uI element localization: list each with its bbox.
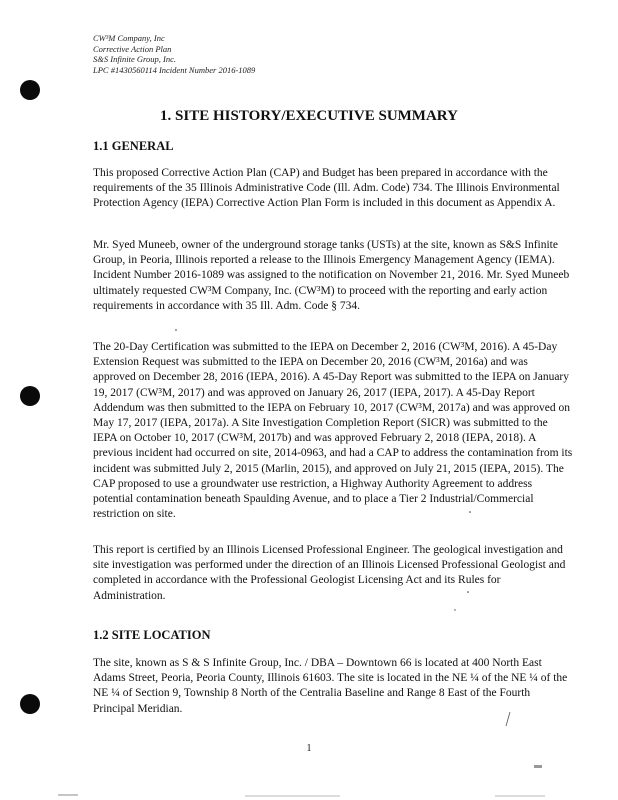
general-paragraph-2: Mr. Syed Muneeb, owner of the underground storage tanks (USTs) at the site, known as S&S Infinite Group, in Peoria, Illinois reported a release to the Illinois Emergency Management Agency (IEMA). Incident Number 2016-1089 was assigned to the notification on November 21, 2016. Mr. Syed Muneeb ultimately requested CW³M Company, Inc. (CW³M) to proceed with the reporting and early action requirements in accordance with 35 Ill. Adm. Code § 734. bbox=[93, 239, 570, 312]
heading-site-location: 1.2 SITE LOCATION bbox=[93, 628, 211, 642]
site-location-paragraph: The site, known as S & S Infinite Group, Inc. / DBA – Downtown 66 is located at 400 North East Adams Street, Peoria, Peoria County, Illinois 61603. The site is located in the NE ¼ of the NE ¼ of the NE ¼ of Section 9, Township 8 North of the Centralia Baseline and Range 8 East of the Fourth Principal Meridian. bbox=[93, 657, 568, 715]
general-paragraph-3: The 20-Day Certification was submitted to the IEPA on December 2, 2016 (CW³M, 2016). A 45-Day Extension Request was submitted to the IEPA on December 20, 2016 (CW³M, 2016a) and was approved on December 28, 2016 (IEPA, 2016). A 45-Day Report was submitted to the IEPA on January 19, 2017 (CW³M, 2017) and was approved on January 26, 2017 (IEPA, 2017). A 45-Day Report Addendum was then submitted to the IEPA on February 10, 2017 (CW³M, 2017a) and was approved on May 17, 2017 (IEPA, 2017a). A Site Investigation Completion Report (SICR) was submitted to the IEPA on October 10, 2017 (CW³M, 2017b) and was approved February 2, 2018 (IEPA, 2018). A previous incident had occurred on site, 2014-0963, and had a CAP to address the contamination from its incident was submitted July 2, 2015 (Marlin, 2015), and approved on July 21, 2015 (IEPA, 2015). The CAP proposed to use a groundwater use restriction, a Highway Authority Agreement to address potential contamination beneath Spaulding Avenue, and to place a Tier 2 Industrial/Commercial restriction on site. bbox=[93, 341, 573, 521]
header-site: S&S Infinite Group, Inc. bbox=[93, 54, 177, 64]
general-paragraph-4: This report is certified by an Illinois Licensed Professional Engineer. The geological investigation and site investigation was performed under the direction of an Illinois Licensed Professional Geologist and completed in accordance with the Professional Geologist Licensing Act and its Rules for Administration. bbox=[93, 544, 566, 602]
page-title: 1. SITE HISTORY/EXECUTIVE SUMMARY bbox=[160, 108, 458, 124]
heading-general: 1.1 GENERAL bbox=[93, 139, 174, 153]
general-paragraph-1: This proposed Corrective Action Plan (CAP) and Budget has been prepared in accordance with the requirements of the 35 Illinois Administrative Code (Ill. Adm. Code) 734. The Illinois Environmental Protection Agency (IEPA) Corrective Action Plan Form is included in this document as Appendix A. bbox=[93, 167, 560, 210]
header-doc-type: Corrective Action Plan bbox=[93, 43, 172, 54]
header-company: CW³M Company, Inc bbox=[93, 33, 165, 43]
page-number: 1 bbox=[306, 743, 312, 754]
header-incident: LPC #1430560114 Incident Number 2016-1089 bbox=[93, 64, 256, 75]
